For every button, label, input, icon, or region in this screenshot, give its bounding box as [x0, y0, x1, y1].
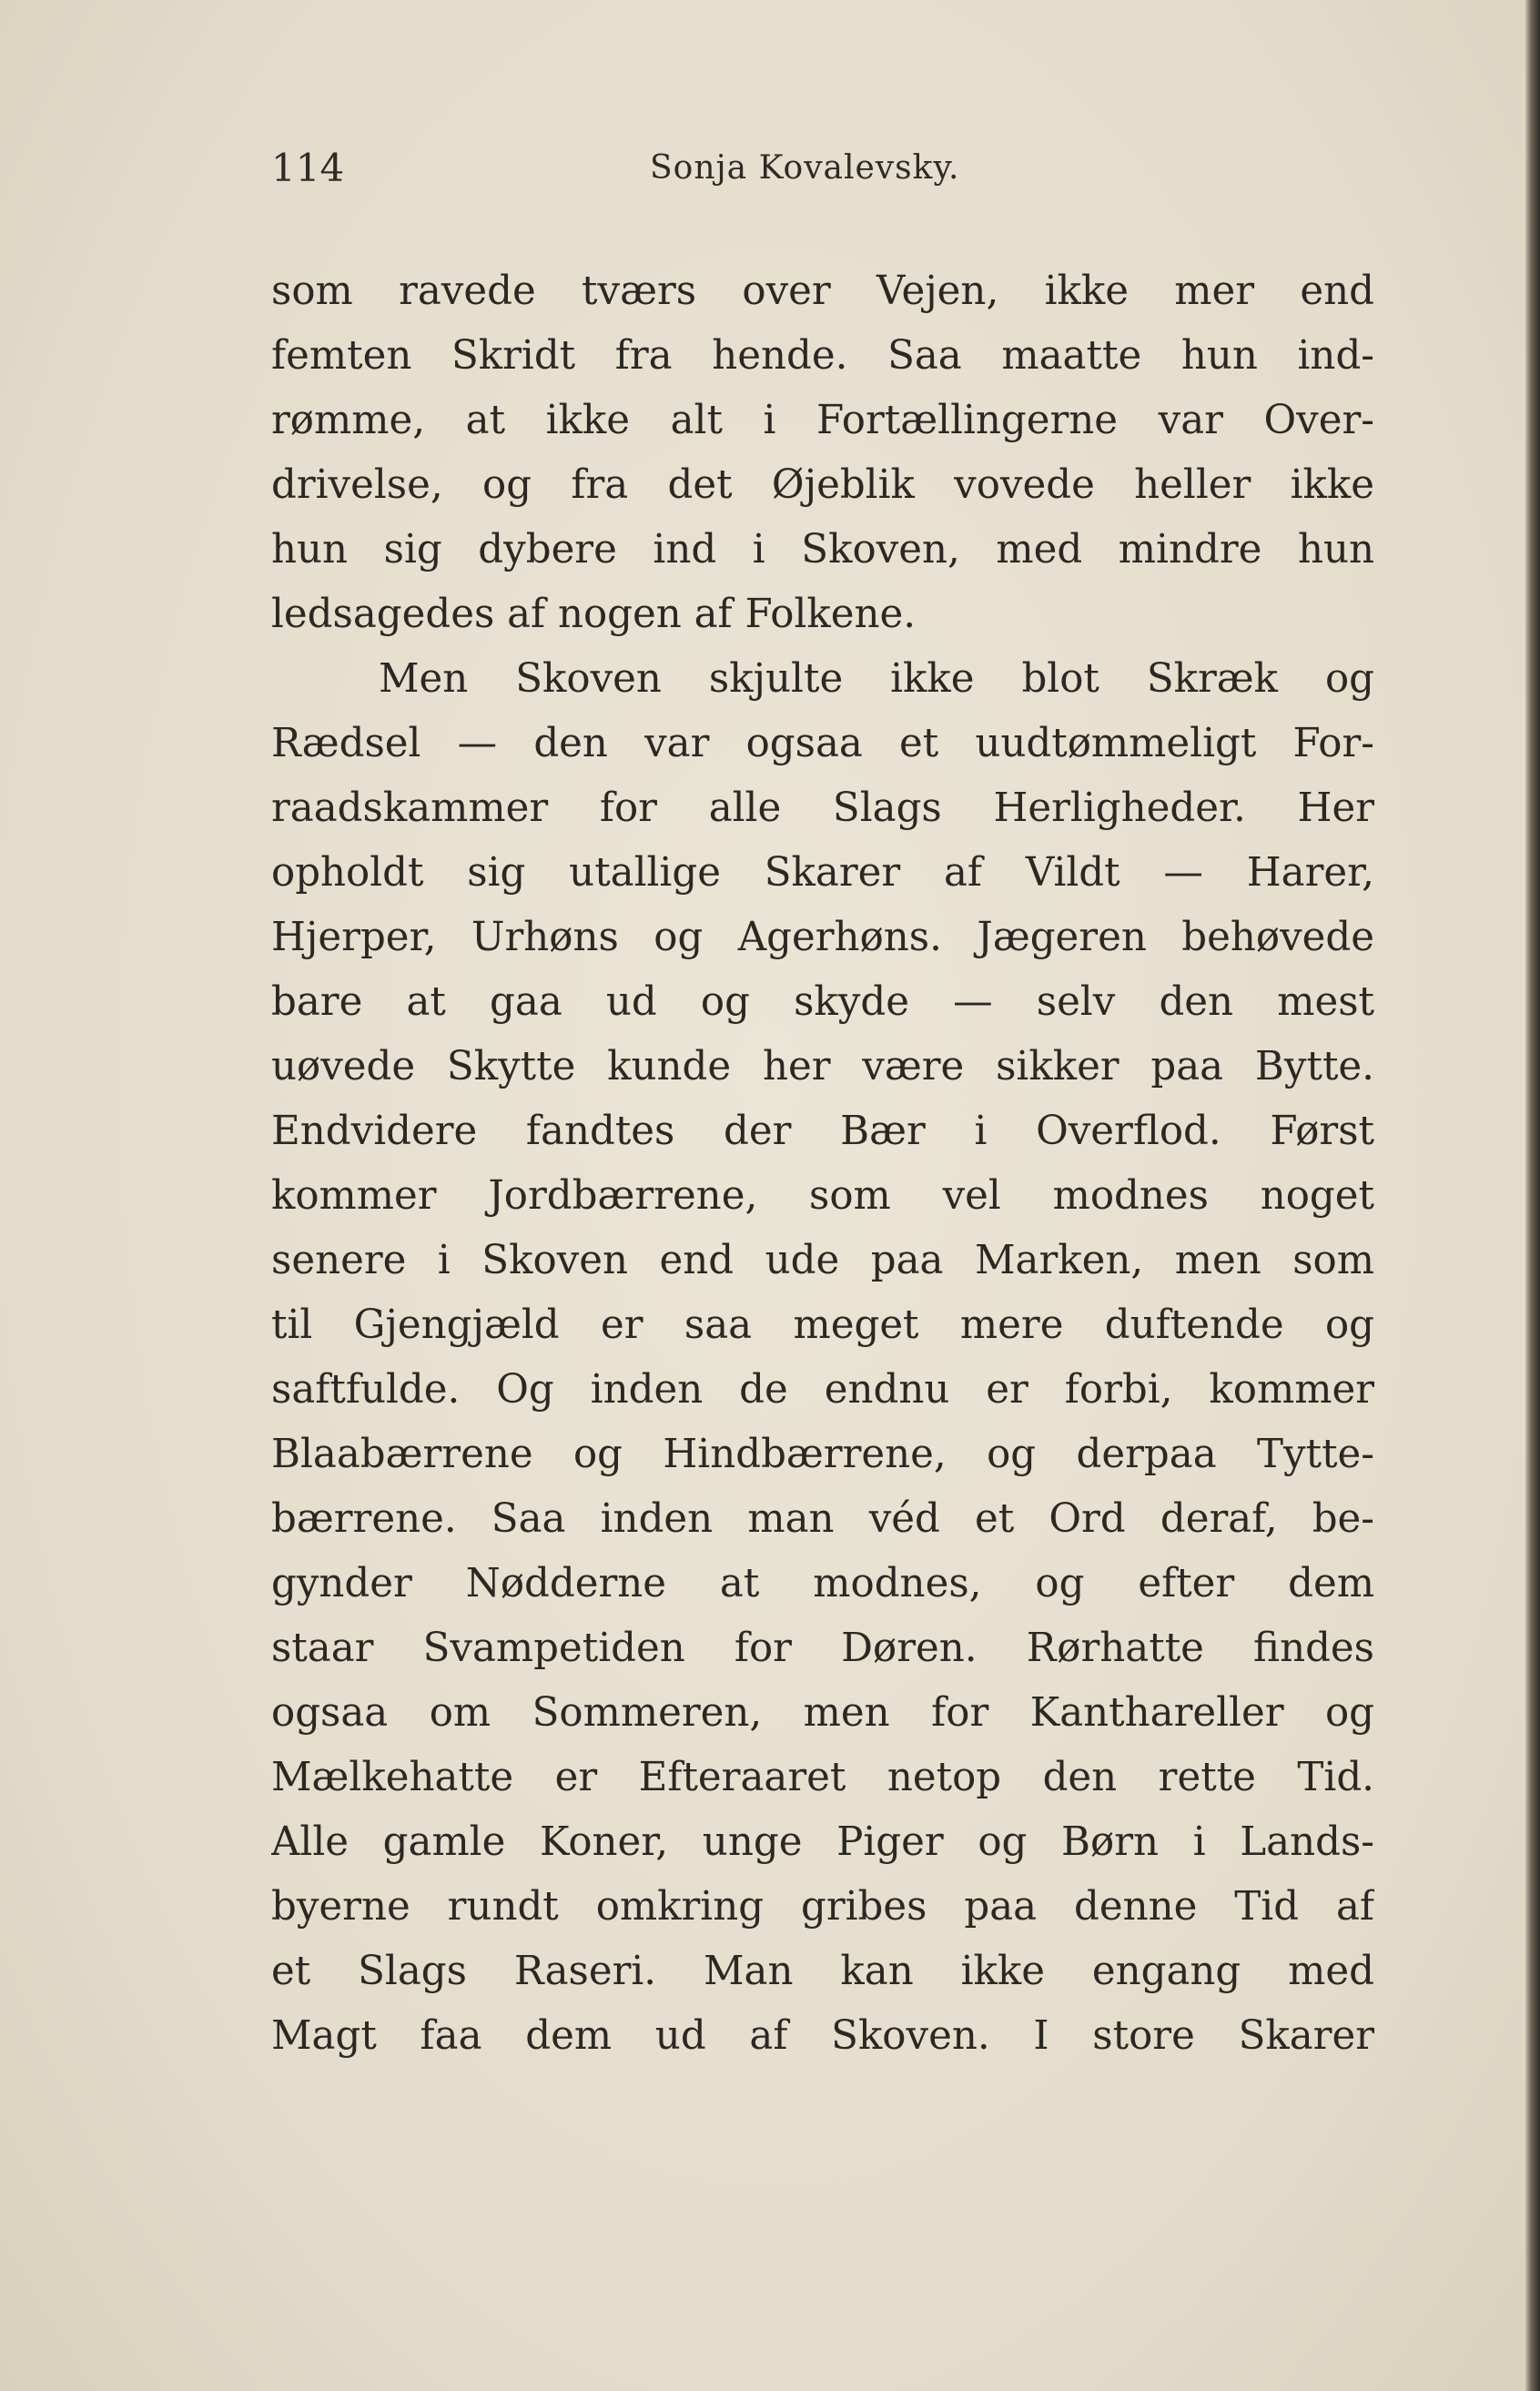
text-line: Men Skoven skjulte ikke blot Skræk og	[379, 656, 1374, 702]
text-line: saftfulde. Og inden de endnu er forbi, kommer	[271, 1367, 1374, 1413]
running-title: Sonja Kovalevsky.	[650, 149, 960, 187]
text-line: rømme, at ikke alt i Fortællingerne var Over-	[271, 398, 1374, 443]
text-line: hun sig dybere ind i Skoven, med mindre hun	[271, 527, 1374, 572]
text-line: opholdt sig utallige Skarer af Vildt — Harer,	[271, 850, 1374, 896]
text-line: femten Skridt fra hende. Saa maatte hun ind-	[271, 333, 1374, 379]
text-line: Mælkehatte er Efteraaret netop den rette Tid.	[271, 1755, 1374, 1800]
text-line: bærrene. Saa inden man véd et Ord deraf, be-	[271, 1496, 1374, 1542]
text-line: senere i Skoven end ude paa Marken, men som	[271, 1238, 1374, 1283]
page-number: 114	[271, 146, 345, 190]
body-text	[271, 259, 1374, 2069]
text-line: staar Svampetiden for Døren. Rørhatte findes	[271, 1626, 1374, 1671]
text-line: til Gjengjæld er saa meget mere duftende og	[271, 1302, 1374, 1348]
text-line: Hjerper, Urhøns og Agerhøns. Jægeren behøvede	[271, 915, 1374, 960]
page-header	[271, 146, 1374, 200]
text-line: Endvidere fandtes der Bær i Overflod. Først	[271, 1109, 1374, 1154]
text-line: kommer Jordbærrene, som vel modnes noget	[271, 1173, 1374, 1219]
text-line: Alle gamle Koner, unge Piger og Børn i Lands-	[271, 1819, 1374, 1865]
text-line: som ravede tværs over Vejen, ikke mer end	[271, 268, 1374, 314]
text-line: Rædsel — den var ogsaa et uudtømmeligt For-	[271, 721, 1374, 766]
text-line: uøvede Skytte kunde her være sikker paa Bytte.	[271, 1044, 1374, 1089]
text-line: Magt faa dem ud af Skoven. I store Skarer	[271, 2013, 1374, 2059]
text-line: ogsaa om Sommeren, men for Kanthareller og	[271, 1690, 1374, 1736]
text-line: Blaabærrene og Hindbærrene, og derpaa Tytte-	[271, 1432, 1374, 1477]
text-line: byerne rundt omkring gribes paa denne Tid af	[271, 1884, 1374, 1930]
text-line: raadskammer for alle Slags Herligheder. Her	[271, 785, 1374, 831]
text-line: et Slags Raseri. Man kan ikke engang med	[271, 1949, 1374, 1994]
page-edge-shadow	[1525, 0, 1540, 2391]
text-line: ledsagedes af nogen af Folkene.	[271, 592, 917, 637]
text-line: gynder Nødderne at modnes, og efter dem	[271, 1561, 1374, 1606]
text-line: bare at gaa ud og skyde — selv den mest	[271, 979, 1374, 1025]
text-line: drivelse, og fra det Øjeblik vovede heller ikke	[271, 462, 1374, 508]
